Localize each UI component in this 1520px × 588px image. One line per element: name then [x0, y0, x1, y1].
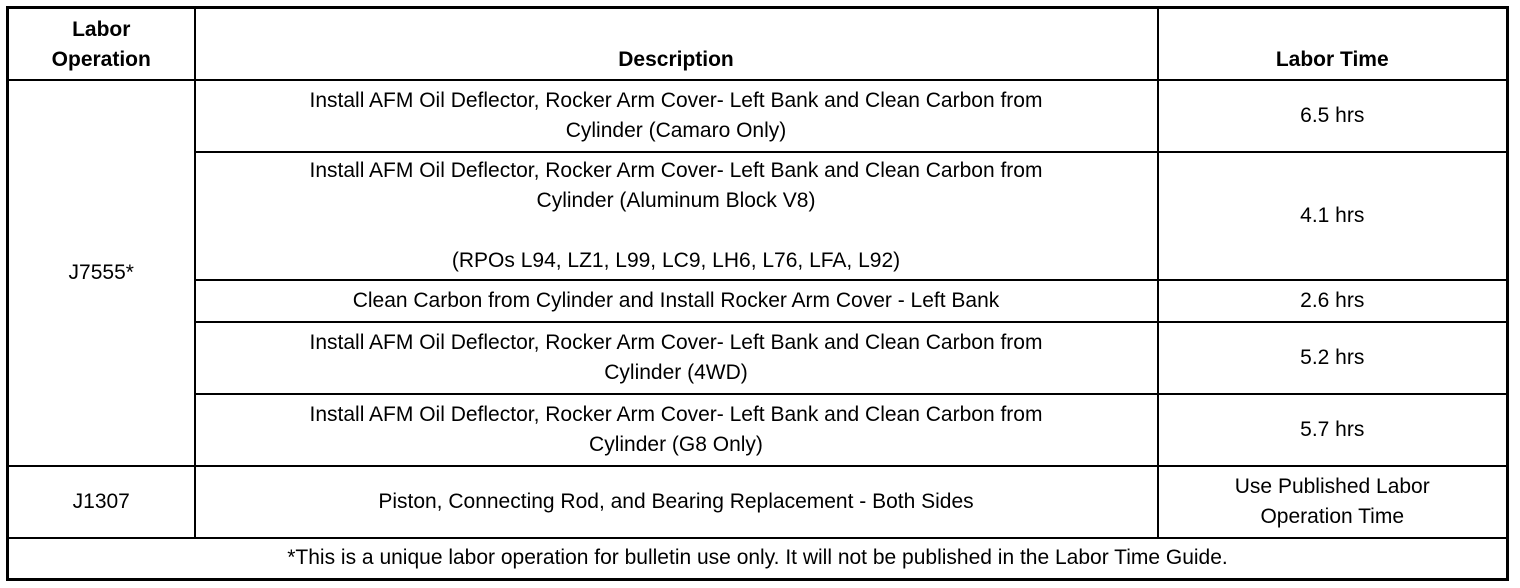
labor-time-cell: 4.1 hrs — [1158, 152, 1508, 280]
description-note: (RPOs L94, LZ1, L99, LC9, LH6, L76, LFA, L92) — [451, 248, 901, 272]
table-row — [8, 394, 1508, 466]
labor-time-line: Operation Time — [1260, 504, 1405, 528]
header-row — [8, 8, 1508, 80]
table-row — [8, 322, 1508, 394]
description-line: Install AFM Oil Deflector, Rocker Arm Cover- Left Bank and Clean Carbon from — [309, 402, 1043, 426]
description-cell — [195, 80, 1158, 152]
header-labor-operation-line2: Operation — [51, 47, 151, 71]
description-cell — [195, 322, 1158, 394]
description-line: Clean Carbon from Cylinder and Install Rocker Arm Cover - Left Bank — [352, 288, 1000, 312]
description-line: Cylinder (G8 Only) — [589, 432, 763, 456]
table-row — [8, 466, 1508, 538]
table-row — [8, 280, 1508, 322]
description-cell — [195, 152, 1158, 280]
labor-time-line: Use Published Labor — [1234, 474, 1430, 498]
table-row — [8, 152, 1508, 280]
description-cell — [195, 466, 1158, 538]
header-description: Description — [195, 8, 1158, 80]
description-line: Install AFM Oil Deflector, Rocker Arm Cover- Left Bank and Clean Carbon from — [309, 330, 1043, 354]
labor-time-cell: 5.7 hrs — [1158, 394, 1508, 466]
labor-time-cell: 6.5 hrs — [1158, 80, 1508, 152]
labor-time-cell — [1158, 466, 1508, 538]
labor-operation-table — [6, 6, 1509, 581]
header-labor-operation — [8, 8, 195, 80]
description-cell — [195, 394, 1158, 466]
labor-time-cell: 2.6 hrs — [1158, 280, 1508, 322]
operation-code-j7555: J7555* — [8, 80, 195, 466]
header-labor-operation-line1: Labor — [72, 17, 131, 41]
operation-code-j1307: J1307 — [8, 466, 195, 538]
footnote-row — [8, 538, 1508, 580]
footnote: *This is a unique labor operation for bulletin use only. It will not be published in the Labor Time Guide. — [8, 538, 1508, 580]
header-labor-time: Labor Time — [1158, 8, 1508, 80]
description-line: Piston, Connecting Rod, and Bearing Replacement - Both Sides — [378, 489, 974, 513]
description-line: Cylinder (Camaro Only) — [565, 118, 787, 142]
description-cell — [195, 280, 1158, 322]
description-line: Install AFM Oil Deflector, Rocker Arm Cover- Left Bank and Clean Carbon from — [309, 88, 1043, 112]
blank-line — [204, 216, 1149, 246]
description-line: Cylinder (Aluminum Block V8) — [536, 188, 816, 212]
description-line: Cylinder (4WD) — [604, 360, 748, 384]
table-row — [8, 80, 1508, 152]
labor-time-cell: 5.2 hrs — [1158, 322, 1508, 394]
description-line: Install AFM Oil Deflector, Rocker Arm Cover- Left Bank and Clean Carbon from — [309, 158, 1043, 182]
